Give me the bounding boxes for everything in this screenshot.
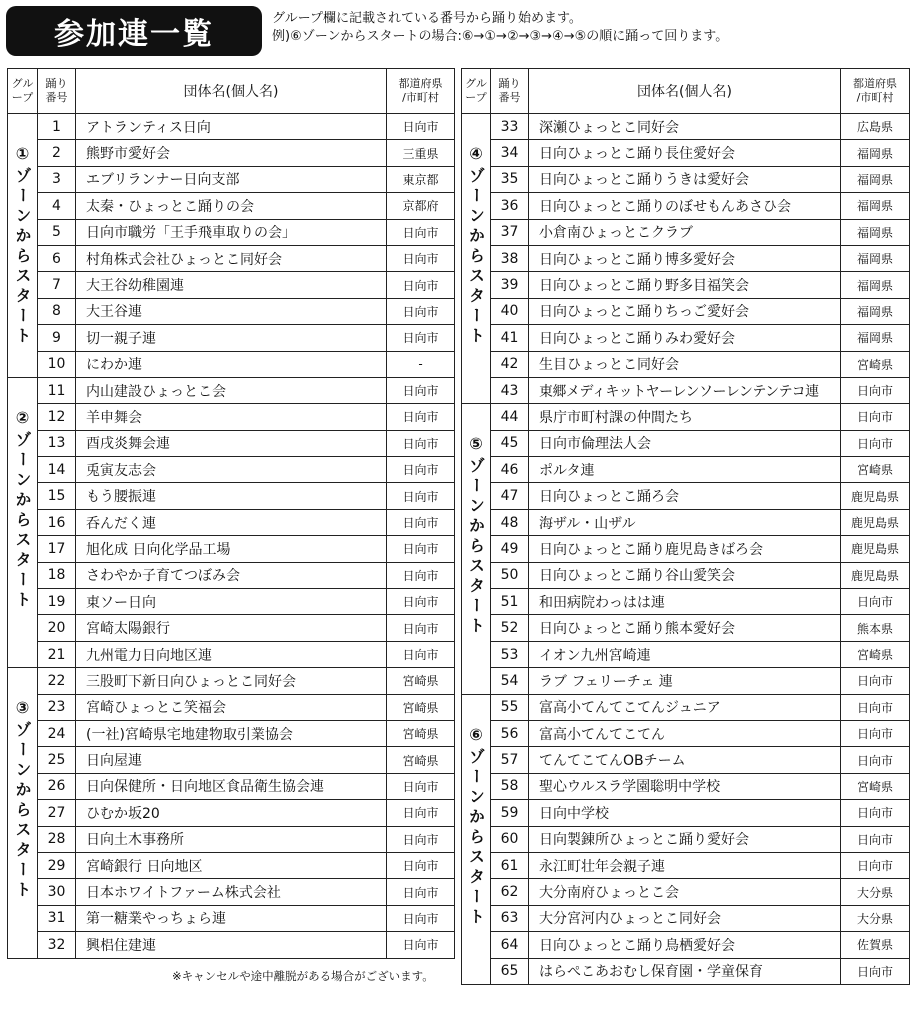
- prefecture: 鹿児島県: [841, 562, 910, 588]
- prefecture: 福岡県: [841, 245, 910, 271]
- prefecture: 日向市: [841, 800, 910, 826]
- prefecture: 福岡県: [841, 140, 910, 166]
- page-title: 参加連一覧: [6, 6, 262, 56]
- dance-number: 3: [38, 166, 76, 192]
- dance-number: 54: [491, 668, 529, 694]
- group-name: 宮崎太陽銀行: [76, 615, 387, 641]
- group-name: ひむか坂20: [76, 800, 387, 826]
- prefecture: 宮崎県: [387, 694, 455, 720]
- table-row: [8, 245, 455, 271]
- header-name: 団体名(個人名): [76, 69, 387, 114]
- header-number: 踊り 番号: [38, 69, 76, 114]
- prefecture: 宮崎県: [841, 641, 910, 667]
- dance-number: 35: [491, 166, 529, 192]
- group-name: 宮崎銀行 日向地区: [76, 852, 387, 878]
- dance-number: 4: [38, 193, 76, 219]
- prefecture: 日向市: [841, 404, 910, 430]
- dance-number: 62: [491, 879, 529, 905]
- prefecture: 日向市: [841, 826, 910, 852]
- group-name: 日向ひょっとこ踊り長住愛好会: [529, 140, 841, 166]
- dance-number: 56: [491, 720, 529, 746]
- table-row: [462, 562, 910, 588]
- group-name: 日向屋連: [76, 747, 387, 773]
- group-name: 東郷メディキットヤーレンソーレンテンテコ連: [529, 377, 841, 403]
- header-row: [462, 69, 910, 114]
- table-row: [462, 694, 910, 720]
- prefecture: 熊本県: [841, 615, 910, 641]
- zone-cell: [8, 377, 38, 667]
- group-name: 大分宮河内ひょっとこ同好会: [529, 905, 841, 931]
- zone-cell: [462, 114, 491, 404]
- dance-number: 16: [38, 509, 76, 535]
- dance-number: 45: [491, 430, 529, 456]
- prefecture: 佐賀県: [841, 932, 910, 958]
- intro-line-2: 例)⑥ゾーンからスタートの場合:⑥→①→②→③→④→⑤の順に踊って回ります。: [272, 29, 729, 44]
- prefecture: 福岡県: [841, 166, 910, 192]
- participants-table-left: [7, 68, 455, 959]
- dance-number: 57: [491, 747, 529, 773]
- group-name: 大王谷幼稚園連: [76, 272, 387, 298]
- group-name: 日向製錬所ひょっとこ踊り愛好会: [529, 826, 841, 852]
- table-row: [8, 193, 455, 219]
- prefecture: 三重県: [387, 140, 455, 166]
- prefecture: 大分県: [841, 905, 910, 931]
- table-row: [462, 377, 910, 403]
- prefecture: 日向市: [387, 272, 455, 298]
- group-name: 村角株式会社ひょっとこ同好会: [76, 245, 387, 271]
- table-row: [462, 193, 910, 219]
- dance-number: 10: [38, 351, 76, 377]
- table-row: [462, 140, 910, 166]
- prefecture: 京都府: [387, 193, 455, 219]
- prefecture: 日向市: [387, 852, 455, 878]
- table-row: [462, 325, 910, 351]
- group-name: 富高小てんてこてんジュニア: [529, 694, 841, 720]
- table-row: [8, 219, 455, 245]
- prefecture: 日向市: [387, 641, 455, 667]
- group-name: 富高小てんてこてん: [529, 720, 841, 746]
- table-row: [462, 114, 910, 140]
- group-name: 日向ひょっとこ踊り熊本愛好会: [529, 615, 841, 641]
- table-row: [462, 166, 910, 192]
- dance-number: 29: [38, 852, 76, 878]
- dance-number: 53: [491, 641, 529, 667]
- prefecture: 宮崎県: [841, 351, 910, 377]
- prefecture: 日向市: [387, 430, 455, 456]
- prefecture: 日向市: [387, 377, 455, 403]
- prefecture: 日向市: [841, 377, 910, 403]
- table-row: [8, 826, 455, 852]
- group-name: 海ザル・山ザル: [529, 509, 841, 535]
- prefecture: 日向市: [387, 562, 455, 588]
- dance-number: 30: [38, 879, 76, 905]
- cancellation-notice: ※キャンセルや途中離脱がある場合がございます。: [172, 969, 434, 983]
- header-pref: 都道府県 /市町村: [387, 69, 455, 114]
- group-name: 日向ひょっとこ踊り博多愛好会: [529, 245, 841, 271]
- dance-number: 13: [38, 430, 76, 456]
- dance-number: 24: [38, 720, 76, 746]
- dance-number: 21: [38, 641, 76, 667]
- dance-number: 27: [38, 800, 76, 826]
- zone-label: ①ゾーンからスタート: [13, 144, 32, 347]
- table-row: [462, 905, 910, 931]
- dance-number: 33: [491, 114, 529, 140]
- group-name: 切一親子連: [76, 325, 387, 351]
- zone-label: ⑤ゾーンからスタート: [466, 434, 486, 638]
- group-name: 内山建設ひょっとこ会: [76, 377, 387, 403]
- table-row: [462, 404, 910, 430]
- prefecture: 日向市: [841, 747, 910, 773]
- group-name: (一社)宮崎県宅地建物取引業協会: [76, 720, 387, 746]
- dance-number: 5: [38, 219, 76, 245]
- table-row: [8, 773, 455, 799]
- group-name: 三股町下新日向ひょっとこ同好会: [76, 668, 387, 694]
- dance-number: 22: [38, 668, 76, 694]
- prefecture: 福岡県: [841, 272, 910, 298]
- table-row: [462, 589, 910, 615]
- group-name: 小倉南ひょっとこクラブ: [529, 219, 841, 245]
- group-name: 日向ひょっとこ踊り鹿児島きばろ会: [529, 536, 841, 562]
- participants-table-right: [461, 68, 910, 985]
- prefecture: 日向市: [387, 826, 455, 852]
- group-name: 旭化成 日向化学品工場: [76, 536, 387, 562]
- table-row: [8, 800, 455, 826]
- prefecture: 日向市: [387, 245, 455, 271]
- prefecture: 日向市: [387, 589, 455, 615]
- table-row: [8, 615, 455, 641]
- table-row: [462, 298, 910, 324]
- dance-number: 46: [491, 457, 529, 483]
- dance-number: 41: [491, 325, 529, 351]
- prefecture: 日向市: [841, 430, 910, 456]
- group-name: 大王谷連: [76, 298, 387, 324]
- table-row: [462, 536, 910, 562]
- table-row: [462, 641, 910, 667]
- prefecture: 日向市: [387, 509, 455, 535]
- group-name: 日向ひょっとこ踊りみわ愛好会: [529, 325, 841, 351]
- dance-number: 55: [491, 694, 529, 720]
- table-row: [462, 747, 910, 773]
- prefecture: 日向市: [387, 404, 455, 430]
- table-row: [462, 852, 910, 878]
- prefecture: 宮崎県: [841, 773, 910, 799]
- group-name: 酉戌炎舞会連: [76, 430, 387, 456]
- dance-number: 18: [38, 562, 76, 588]
- prefecture: 日向市: [387, 773, 455, 799]
- table-row: [462, 879, 910, 905]
- table-row: [8, 430, 455, 456]
- prefecture: 日向市: [387, 800, 455, 826]
- dance-number: 39: [491, 272, 529, 298]
- group-name: 宮崎ひょっとこ笑福会: [76, 694, 387, 720]
- group-name: 日向ひょっとこ踊りのぼせもんあさひ会: [529, 193, 841, 219]
- prefecture: 日向市: [387, 457, 455, 483]
- dance-number: 36: [491, 193, 529, 219]
- table-row: [462, 351, 910, 377]
- group-name: もう腰振連: [76, 483, 387, 509]
- table-row: [8, 536, 455, 562]
- header-group: グル ープ: [8, 69, 38, 114]
- table-row: [8, 298, 455, 324]
- dance-number: 44: [491, 404, 529, 430]
- table-row: [8, 905, 455, 931]
- table-row: [8, 351, 455, 377]
- zone-label: ④ゾーンからスタート: [466, 144, 486, 347]
- zone-label: ⑥ゾーンからスタート: [466, 724, 486, 928]
- header-number: 踊り 番号: [491, 69, 529, 114]
- prefecture: 日向市: [387, 219, 455, 245]
- dance-number: 52: [491, 615, 529, 641]
- header-name: 団体名(個人名): [529, 69, 841, 114]
- table-row: [462, 272, 910, 298]
- dance-number: 15: [38, 483, 76, 509]
- table-row: [8, 377, 455, 403]
- group-name: 日向ひょっとこ踊り鳥栖愛好会: [529, 932, 841, 958]
- group-name: 日向ひょっとこ踊り谷山愛笑会: [529, 562, 841, 588]
- zone-cell: [8, 668, 38, 958]
- dance-number: 19: [38, 589, 76, 615]
- table-row: [8, 879, 455, 905]
- group-name: 永江町壮年会親子連: [529, 852, 841, 878]
- table-row: [462, 509, 910, 535]
- prefecture: 日向市: [841, 694, 910, 720]
- prefecture: 宮崎県: [387, 747, 455, 773]
- dance-number: 38: [491, 245, 529, 271]
- dance-number: 7: [38, 272, 76, 298]
- group-name: 日向ひょっとこ踊ろ会: [529, 483, 841, 509]
- table-row: [8, 325, 455, 351]
- prefecture: 日向市: [841, 852, 910, 878]
- prefecture: 鹿児島県: [841, 509, 910, 535]
- table-row: [462, 773, 910, 799]
- group-name: 大分南府ひょっとこ会: [529, 879, 841, 905]
- prefecture: 福岡県: [841, 325, 910, 351]
- prefecture: 日向市: [387, 536, 455, 562]
- dance-number: 6: [38, 245, 76, 271]
- zone-cell: [8, 114, 38, 378]
- group-name: ポルタ連: [529, 457, 841, 483]
- dance-number: 17: [38, 536, 76, 562]
- group-name: 日向ひょっとこ踊りちっご愛好会: [529, 298, 841, 324]
- dance-number: 28: [38, 826, 76, 852]
- prefecture: 鹿児島県: [841, 536, 910, 562]
- prefecture: 日向市: [841, 668, 910, 694]
- table-row: [462, 932, 910, 958]
- table-row: [462, 720, 910, 746]
- group-name: 東ソー日向: [76, 589, 387, 615]
- dance-number: 50: [491, 562, 529, 588]
- table-row: [462, 668, 910, 694]
- prefecture: 宮崎県: [387, 720, 455, 746]
- dance-number: 58: [491, 773, 529, 799]
- table-row: [462, 457, 910, 483]
- dance-number: 59: [491, 800, 529, 826]
- group-name: さわやか子育てつぼみ会: [76, 562, 387, 588]
- dance-number: 11: [38, 377, 76, 403]
- prefecture: 日向市: [387, 325, 455, 351]
- group-name: 日向保健所・日向地区食品衛生協会連: [76, 773, 387, 799]
- dance-number: 20: [38, 615, 76, 641]
- group-name: 深瀬ひょっとこ同好会: [529, 114, 841, 140]
- prefecture: 日向市: [841, 720, 910, 746]
- prefecture: 日向市: [387, 932, 455, 958]
- zone-cell: [462, 404, 491, 694]
- zone-cell: [462, 694, 491, 984]
- table-row: [8, 483, 455, 509]
- table-row: [8, 932, 455, 958]
- dance-number: 60: [491, 826, 529, 852]
- table-row: [8, 404, 455, 430]
- table-row: [8, 457, 455, 483]
- group-name: エブリランナー日向支部: [76, 166, 387, 192]
- dance-number: 2: [38, 140, 76, 166]
- dance-number: 64: [491, 932, 529, 958]
- dance-number: 37: [491, 219, 529, 245]
- table-row: [8, 272, 455, 298]
- prefecture: 広島県: [841, 114, 910, 140]
- dance-number: 40: [491, 298, 529, 324]
- header-row: [8, 69, 455, 114]
- group-name: 太秦・ひょっとこ踊りの会: [76, 193, 387, 219]
- table-row: [462, 826, 910, 852]
- prefecture: 日向市: [387, 879, 455, 905]
- table-row: [462, 958, 910, 984]
- prefecture: 福岡県: [841, 298, 910, 324]
- group-name: 日向ひょっとこ踊りうきは愛好会: [529, 166, 841, 192]
- dance-number: 42: [491, 351, 529, 377]
- prefecture: 東京都: [387, 166, 455, 192]
- table-row: [8, 852, 455, 878]
- group-name: 聖心ウルスラ学園聡明中学校: [529, 773, 841, 799]
- table-row: [8, 509, 455, 535]
- prefecture: 大分県: [841, 879, 910, 905]
- group-name: 興梠住建連: [76, 932, 387, 958]
- dance-number: 12: [38, 404, 76, 430]
- zone-label: ②ゾーンからスタート: [13, 407, 32, 611]
- group-name: 九州電力日向地区連: [76, 641, 387, 667]
- dance-number: 43: [491, 377, 529, 403]
- prefecture: 鹿児島県: [841, 483, 910, 509]
- table-row: [8, 114, 455, 140]
- table-row: [8, 166, 455, 192]
- dance-number: 14: [38, 457, 76, 483]
- dance-number: 1: [38, 114, 76, 140]
- group-name: 熊野市愛好会: [76, 140, 387, 166]
- dance-number: 25: [38, 747, 76, 773]
- group-name: アトランティス日向: [76, 114, 387, 140]
- group-name: 日向市倫理法人会: [529, 430, 841, 456]
- group-name: 日向ひょっとこ踊り野多目福笑会: [529, 272, 841, 298]
- group-name: 日向土木事務所: [76, 826, 387, 852]
- prefecture: 日向市: [841, 589, 910, 615]
- prefecture: 日向市: [387, 114, 455, 140]
- table-row: [8, 747, 455, 773]
- dance-number: 47: [491, 483, 529, 509]
- prefecture: 福岡県: [841, 193, 910, 219]
- dance-number: 32: [38, 932, 76, 958]
- dance-number: 48: [491, 509, 529, 535]
- header-group: グル ープ: [462, 69, 491, 114]
- dance-number: 34: [491, 140, 529, 166]
- prefecture: 日向市: [387, 483, 455, 509]
- prefecture: 宮崎県: [387, 668, 455, 694]
- table-row: [8, 668, 455, 694]
- intro-line-1: グループ欄に記載されている番号から踊り始めます。: [272, 11, 582, 26]
- group-name: 日本ホワイトファーム株式会社: [76, 879, 387, 905]
- zone-label: ③ゾーンからスタート: [13, 698, 32, 902]
- dance-number: 26: [38, 773, 76, 799]
- dance-number: 63: [491, 905, 529, 931]
- group-name: ラブ フェリーチェ 連: [529, 668, 841, 694]
- group-name: てんてこてんOBチーム: [529, 747, 841, 773]
- group-name: 和田病院わっはは連: [529, 589, 841, 615]
- table-row: [8, 694, 455, 720]
- intro-text: [272, 10, 728, 46]
- group-name: 生目ひょっとこ同好会: [529, 351, 841, 377]
- header-pref: 都道府県 /市町村: [841, 69, 910, 114]
- group-name: にわか連: [76, 351, 387, 377]
- table-row: [8, 140, 455, 166]
- group-name: 呑んだく連: [76, 509, 387, 535]
- table-row: [462, 800, 910, 826]
- dance-number: 65: [491, 958, 529, 984]
- group-name: 日向市職労「王手飛車取りの会」: [76, 219, 387, 245]
- dance-number: 23: [38, 694, 76, 720]
- group-name: イオン九州宮崎連: [529, 641, 841, 667]
- group-name: はらぺこあおむし保育園・学童保育: [529, 958, 841, 984]
- table-row: [462, 483, 910, 509]
- prefecture: 宮崎県: [841, 457, 910, 483]
- prefecture: 日向市: [387, 298, 455, 324]
- prefecture: 日向市: [387, 905, 455, 931]
- dance-number: 61: [491, 852, 529, 878]
- dance-number: 9: [38, 325, 76, 351]
- group-name: 日向中学校: [529, 800, 841, 826]
- group-name: 第一糖業やっちょら連: [76, 905, 387, 931]
- group-name: 兎寅友志会: [76, 457, 387, 483]
- dance-number: 8: [38, 298, 76, 324]
- dance-number: 31: [38, 905, 76, 931]
- dance-number: 49: [491, 536, 529, 562]
- table-row: [8, 641, 455, 667]
- prefecture: -: [387, 351, 455, 377]
- group-name: 羊申舞会: [76, 404, 387, 430]
- dance-number: 51: [491, 589, 529, 615]
- table-row: [8, 562, 455, 588]
- prefecture: 日向市: [841, 958, 910, 984]
- prefecture: 福岡県: [841, 219, 910, 245]
- prefecture: 日向市: [387, 615, 455, 641]
- table-row: [8, 589, 455, 615]
- group-name: 県庁市町村課の仲間たち: [529, 404, 841, 430]
- table-row: [462, 430, 910, 456]
- table-row: [8, 720, 455, 746]
- table-row: [462, 245, 910, 271]
- table-row: [462, 219, 910, 245]
- table-row: [462, 615, 910, 641]
